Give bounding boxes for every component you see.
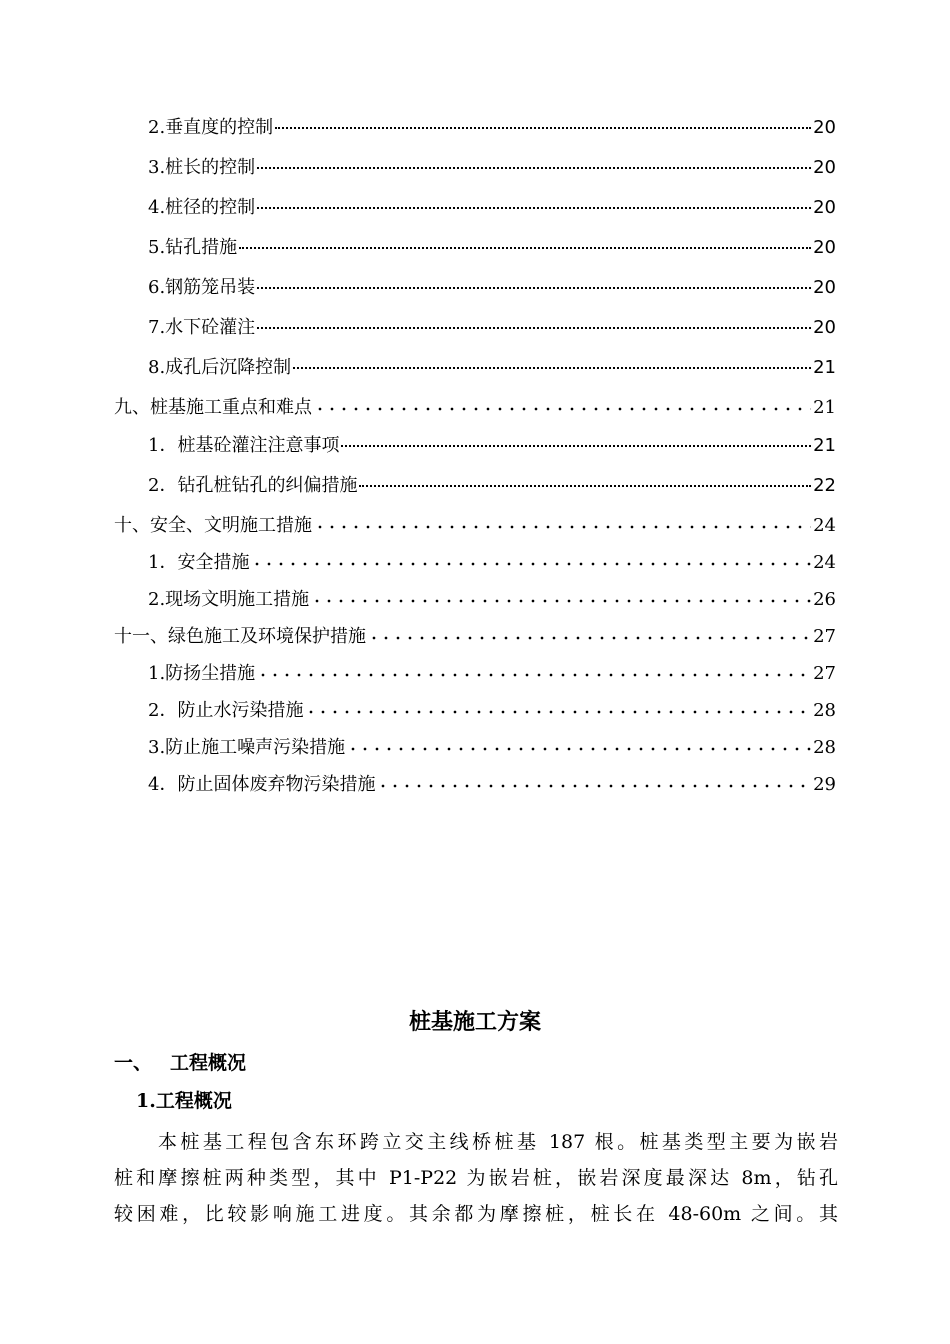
toc-leader — [257, 673, 811, 677]
toc-entry-text: 2.现场文明施工措施 — [148, 589, 310, 610]
toc-page-number: 22 — [813, 475, 836, 496]
toc-entry[interactable] — [114, 396, 836, 420]
toc-entry[interactable] — [114, 625, 836, 649]
toc-entry[interactable] — [148, 276, 836, 300]
subsection-heading: 1.工程概况 — [136, 1090, 232, 1112]
toc-entry-text: 1.防扬尘措施 — [148, 663, 256, 684]
toc-entry-text: 3.防止施工噪声污染措施 — [148, 737, 346, 758]
section-title: 工程概况 — [170, 1052, 247, 1074]
toc-page-number: 20 — [813, 117, 836, 138]
toc-page-number: 20 — [813, 317, 836, 338]
toc-page-number: 27 — [813, 626, 836, 647]
toc-leader — [377, 784, 811, 788]
toc-page-number: 28 — [813, 700, 836, 721]
toc-leader — [293, 366, 811, 369]
toc-entry-text: 九、桩基施工重点和难点 — [114, 397, 312, 418]
toc-page-number: 29 — [813, 774, 836, 795]
toc-entry-text: 1．桩基砼灌注注意事项 — [148, 435, 340, 456]
toc-leader — [257, 206, 811, 209]
paragraph-line: 本桩基工程包含东环跨立交主线桥桩基 187 根。桩基类型主要为嵌岩 — [158, 1131, 838, 1153]
body-paragraph — [114, 1124, 838, 1232]
toc-entry-text: 2．钻孔桩钻孔的纠偏措施 — [148, 475, 358, 496]
toc-leader — [257, 166, 811, 169]
toc-leader — [359, 484, 811, 487]
toc-leader — [251, 562, 811, 566]
toc-entry-text: 4．防止固体废弃物污染措施 — [148, 774, 376, 795]
toc-entry-text: 2.垂直度的控制 — [148, 117, 274, 138]
toc-entry[interactable] — [148, 474, 836, 498]
toc-page-number: 20 — [813, 277, 836, 298]
toc-page-number: 20 — [813, 237, 836, 258]
toc-page-number: 20 — [813, 157, 836, 178]
toc-leader — [305, 710, 811, 714]
toc-entry-text: 3.桩长的控制 — [148, 157, 256, 178]
toc-leader — [257, 286, 811, 289]
toc-page-number: 21 — [813, 357, 836, 378]
toc-leader — [275, 126, 811, 129]
paragraph-line: 较困难，比较影响施工进度。其余都为摩擦桩，桩长在 48-60m 之间。其 — [114, 1203, 838, 1225]
toc-entry-text: 2．防止水污染措施 — [148, 700, 304, 721]
toc-page-number: 21 — [813, 397, 836, 418]
toc-entry-text: 1．安全措施 — [148, 552, 250, 573]
toc-leader — [341, 444, 811, 447]
toc-leader — [257, 326, 811, 329]
toc-page-number: 20 — [813, 197, 836, 218]
toc-entry-text: 6.钢筋笼吊装 — [148, 277, 256, 298]
toc-leader — [347, 747, 811, 751]
toc-page-number: 26 — [813, 589, 836, 610]
toc-entry-text: 8.成孔后沉降控制 — [148, 357, 292, 378]
toc-entry[interactable] — [148, 588, 836, 612]
toc-entry[interactable] — [148, 662, 836, 686]
toc-page-number: 24 — [813, 552, 836, 573]
toc-page-number: 28 — [813, 737, 836, 758]
toc-page-number: 27 — [813, 663, 836, 684]
toc-entry-text: 4.桩径的控制 — [148, 197, 256, 218]
toc-entry[interactable] — [114, 514, 836, 538]
toc-leader — [314, 525, 811, 529]
toc-entry[interactable] — [148, 736, 836, 760]
toc-entry[interactable] — [148, 434, 836, 458]
toc-leader — [311, 599, 811, 603]
toc-entry[interactable] — [148, 551, 836, 575]
toc-entry[interactable] — [148, 699, 836, 723]
toc-entry[interactable] — [148, 236, 836, 260]
toc-entry-text: 十一、绿色施工及环境保护措施 — [114, 626, 366, 647]
toc-entry-text: 7.水下砼灌注 — [148, 317, 256, 338]
toc-entry[interactable] — [148, 316, 836, 340]
toc-page-number: 21 — [813, 435, 836, 456]
toc-leader — [239, 246, 811, 249]
toc-entry[interactable] — [148, 196, 836, 220]
toc-entry[interactable] — [148, 356, 836, 380]
toc-entry[interactable] — [148, 156, 836, 180]
section-heading — [114, 1050, 246, 1076]
toc-entry-text: 5.钻孔措施 — [148, 237, 238, 258]
toc-entry-text: 十、安全、文明施工措施 — [114, 515, 312, 536]
toc-page-number: 24 — [813, 515, 836, 536]
toc-entry[interactable] — [148, 116, 836, 140]
toc-leader — [314, 407, 811, 411]
document-title: 桩基施工方案 — [408, 1009, 541, 1035]
toc-entry[interactable] — [148, 773, 836, 797]
paragraph-line: 桩和摩擦桩两种类型，其中 P1-P22 为嵌岩桩，嵌岩深度最深达 8m，钻孔 — [114, 1167, 838, 1189]
toc-leader — [368, 636, 811, 640]
section-number: 一、 — [114, 1052, 153, 1074]
